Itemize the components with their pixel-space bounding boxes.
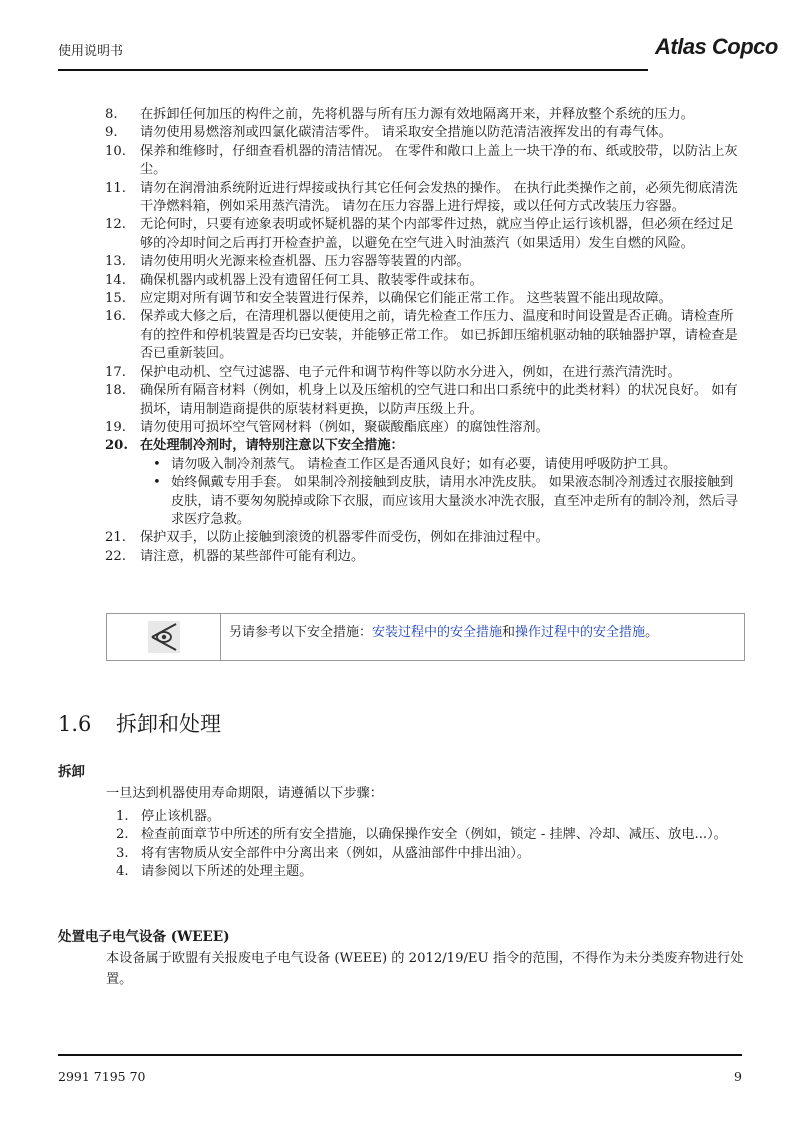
- refrigerant-bullets: [153, 456, 745, 530]
- item-number: 19.: [105, 419, 126, 435]
- section-heading: [58, 708, 221, 738]
- item-number: 9.: [105, 125, 118, 141]
- item-text: 请勿在润滑油系统附近进行焊接或执行其它任何会发热的操作。 在执行此类操作之前，必须先彻底清洗干净燃料箱，例如采用蒸汽清洗。 请勿在压力容器上进行焊接，或以任何方式改装压力容器。: [140, 180, 738, 215]
- item-text: 请勿使用可损坏空气管网材料（例如，聚碳酸酯底座）的腐蚀性溶剂。: [140, 419, 549, 435]
- dismantling-heading: 拆卸: [58, 764, 85, 780]
- step-text: 请参阅以下所述的处理主题。: [141, 864, 313, 880]
- list-item: [105, 106, 745, 124]
- list-item: [105, 272, 745, 290]
- item-text: 无论何时，只要有迹象表明或怀疑机器的某个内部零件过热，就应当停止运行该机器，但必须在经过足够的冷却时间之后再打开检查护盖，以避免在空气进入时油蒸汽（如果适用）发生自燃的风险。: [140, 217, 734, 251]
- note-prefix: 另请参考以下安全措施：: [229, 625, 373, 640]
- note-middle: 和: [502, 625, 516, 640]
- section-number: 1.6: [58, 712, 92, 736]
- item-text: 保养或大修之后，在清理机器以便使用之前，请先检查工作压力、温度和时间设置是否正确。请检查所有的控件和停机装置是否均已安装，并能够正常工作。 如已拆卸压缩机驱动轴的联轴器护罩，请检查是否已重新装回。: [140, 309, 738, 362]
- list-item-refrigerant: [105, 437, 745, 455]
- header-rule: [58, 69, 648, 71]
- item-text: 应定期对所有调节和安全装置进行保养，以确保它们能正常工作。 这些装置不能出现故障。: [140, 291, 672, 307]
- item-number: 10.: [105, 143, 126, 159]
- link-installation-safety[interactable]: 安装过程中的安全措施: [372, 625, 503, 640]
- list-item: [105, 143, 745, 180]
- step-item: [116, 808, 746, 826]
- step-text: 检查前面章节中所述的所有安全措施，以确保操作安全（例如，锁定 - 挂牌、冷却、减压、放电...）。: [141, 827, 727, 843]
- item-number: 16.: [105, 309, 126, 325]
- step-number: 3.: [116, 845, 129, 861]
- list-item: [105, 364, 745, 382]
- section-title: 拆卸和处理: [116, 712, 221, 736]
- item-text: 确保所有隔音材料（例如，机身上以及压缩机的空气进口和出口系统中的此类材料）的状况良好。 如有损坏，请用制造商提供的原装材料更换，以防声压级上升。: [140, 383, 738, 417]
- safety-list: [105, 106, 745, 566]
- list-item: [105, 124, 745, 142]
- list-item: [105, 529, 745, 547]
- step-number: 2.: [116, 827, 129, 843]
- bullet-text: 始终佩戴专用手套。 如果制冷剂接触到皮肤，请用水冲洗皮肤。 如果液态制冷剂透过衣服接触到皮肤，请不要匆匆脱掉或除下衣服，而应该用大量淡水冲洗衣服，直至冲走所有的制冷剂，然后寻求医疗急救。: [171, 475, 739, 527]
- step-item: [116, 845, 746, 863]
- weee-text: 本设备属于欧盟有关报废电子电气设备 (WEEE) 的 2012/19/EU 指令的范围，不得作为未分类废弃物进行处置。: [106, 951, 744, 987]
- item-text: 请勿使用易燃溶剂或四氯化碳清洁零件。 请采取安全措施以防范清洁液挥发出的有毒气体。: [140, 125, 672, 141]
- bullet-dot-icon: •: [153, 456, 161, 472]
- list-item: [105, 180, 745, 217]
- item-number: 17.: [105, 364, 126, 380]
- item-number: 8.: [105, 107, 118, 122]
- item-text: 请注意，机器的某些部件可能有利边。: [140, 548, 365, 564]
- step-number: 1.: [116, 809, 129, 824]
- list-item: [105, 548, 745, 566]
- bullet-item: [153, 456, 745, 474]
- list-item: [105, 419, 745, 437]
- note-suffix: 。: [645, 625, 659, 640]
- item-number: 22.: [105, 548, 126, 564]
- bullet-item: [153, 474, 745, 529]
- item-number: 18.: [105, 383, 126, 399]
- item-number: 12.: [105, 217, 126, 233]
- item-number: 21.: [105, 530, 126, 546]
- notice-icon: [147, 620, 181, 654]
- list-item: [105, 216, 745, 253]
- step-number: 4.: [116, 864, 129, 880]
- item-text: 在拆卸任何加压的构件之前，先将机器与所有压力源有效地隔离开来，并释放整个系统的压力。: [140, 107, 694, 122]
- dismantling-intro: 一旦达到机器使用寿命期限，请遵循以下步骤：: [106, 786, 383, 801]
- item-text: 确保机器内或机器上没有遗留任何工具、散装零件或抹布。: [140, 272, 483, 288]
- item-text: 保护双手，以防止接触到滚烫的机器零件而受伤，例如在排油过程中。: [140, 530, 549, 546]
- list-item: [105, 308, 745, 363]
- document-number: 2991 7195 70: [58, 1069, 146, 1084]
- step-item: [116, 826, 746, 844]
- weee-heading: 处置电子电气设备 (WEEE): [58, 929, 230, 945]
- item-text: 保养和维修时，仔细查看机器的清洁情况。 在零件和敞口上盖上一块干净的布、纸或胶带，以防沾上灰尘。: [140, 143, 738, 178]
- note-icon-cell: [107, 614, 221, 660]
- step-text: 停止该机器。: [141, 809, 221, 824]
- item-text: 在处理制冷剂时，请特别注意以下安全措施：: [140, 438, 404, 454]
- list-item: [105, 253, 745, 271]
- list-item: [105, 290, 745, 308]
- step-item: [116, 863, 746, 881]
- link-operation-safety[interactable]: 操作过程中的安全措施: [515, 625, 646, 640]
- bullet-text: 请勿吸入制冷剂蒸气。 请检查工作区是否通风良好；如有必要，请使用呼吸防护工具。: [171, 456, 677, 472]
- note-text: [221, 614, 666, 660]
- atlas-copco-logo: Atlas Copco: [655, 34, 778, 59]
- note-box: [106, 613, 745, 661]
- bullet-dot-icon: •: [153, 475, 161, 491]
- step-text: 将有害物质从安全部件中分离出来（例如，从盛油部件中排出油）。: [141, 845, 531, 861]
- item-number: 20.: [105, 438, 128, 454]
- page-number: 9: [734, 1069, 742, 1084]
- list-item: [105, 382, 745, 419]
- item-number: 11.: [105, 180, 126, 196]
- item-text: 保护电动机、空气过滤器、电子元件和调节构件等以防水分进入，例如，在进行蒸汽清洗时。: [140, 364, 681, 380]
- item-text: 请勿使用明火光源来检查机器、压力容器等装置的内部。: [140, 254, 470, 270]
- footer-rule: [58, 1054, 742, 1056]
- document-title: 使用说明书: [58, 44, 124, 59]
- item-number: 15.: [105, 291, 126, 307]
- dismantling-steps: [116, 808, 746, 882]
- item-number: 14.: [105, 272, 126, 288]
- item-number: 13.: [105, 254, 126, 270]
